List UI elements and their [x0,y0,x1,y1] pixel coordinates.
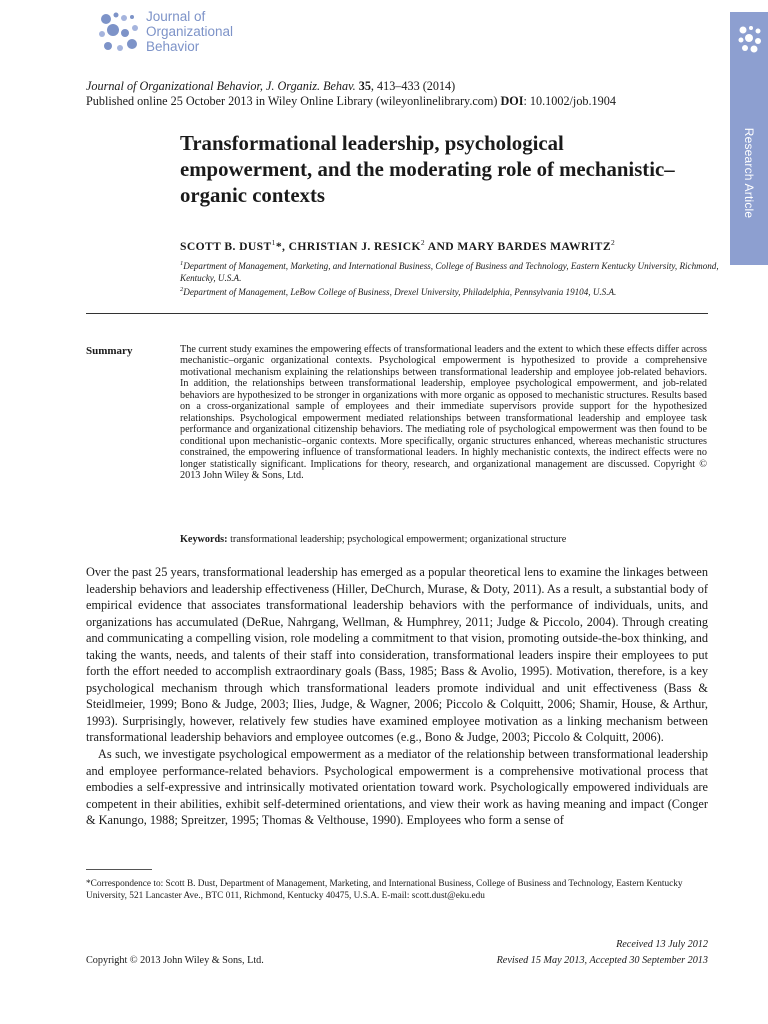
journal-logo-text [146,9,233,54]
journal-dots-icon [96,10,142,56]
doi-link[interactable]: : 10.1002/job.1904 [523,94,616,108]
publication-info: Published online 25 October 2013 in Wiley Online Library (wileyonlinelibrary.com) [86,94,498,108]
article-title: Transformational leadership, psychological empowerment, and the moderating role of mechanistic–organic contexts [180,132,675,207]
citation-block [86,79,726,109]
author-name: CHRISTIAN J. RESICK [288,239,421,253]
affil-text: Department of Management, Marketing, and International Business, College of Business and Technology, Eastern Kentucky University, Richmond, Kentucky, U.S.A. [180,261,719,283]
copyright-notice: Copyright © 2013 John Wiley & Sons, Ltd. [86,955,264,966]
affiliation [180,258,720,284]
author-affil-sup: 2 [610,238,616,247]
keywords-text: transformational leadership; psychological empowerment; organizational structure [227,534,567,545]
author-affil-sup: 1 [271,238,276,247]
author-sep: , [282,239,289,253]
affiliation [180,284,720,299]
journal-citation: Journal of Organizational Behavior, J. Organiz. Behav. [86,79,356,93]
author-sep: AND [425,239,458,253]
revised-accepted-date: Revised 15 May 2013, Accepted 30 September 2013 [496,955,708,967]
correspondence-footnote: *Correspondence to: Scott B. Dust, Department of Management, Marketing, and International Business, College of Business and Technology, Eastern Kentucky University, 521 Lancaster Ave., BTC 011, Richmond, Kentucky 40475, U.S.A. E-mail: scott.dust@eku.edu [86,879,683,902]
body-paragraph: As such, we investigate psychological empowerment as a mediator of the relationship between transformational leadership and employee performance-related behaviors. Psychological empowerment is a comprehensive motivational process that embodies a self-expressive and intrinsically motivated orientation toward work. Psychologically empowered individuals are competent in their abilities, exhibit self-determined orientations, and view their work as having meaning and impact (Conger & Kanungo, 1988; Spreitzer, 1995; Thomas & Velthouse, 1990). Employees who form a sense of [86,747,708,828]
author-affil-sup: 2 [420,238,426,247]
keywords-label: Keywords: [180,534,228,545]
author-name: SCOTT B. DUST [180,239,272,253]
page-range: , 413–433 (2014) [370,79,456,93]
summary-text: The current study examines the empowering effects of transformational leaders and the extent to which these effects differ across mechanistic–organic organizational contexts. Psychological empowerment is hypothesized to provide a comprehensive motivational mechanism explaining the relationships between transformational leadership and employee job-related behaviors. In addition, the relationships between transformational leadership, employee psychological empowerment, and job-related behaviors are hypothesized to be stronger in organizations with more organic as opposed to mechanistic structures. Results based on a cross-organizational sample of employees and their immediate supervisors provide support for the hypothesized relationships. Psychological empowerment mediated relationships between transformational leadership and employee task performance and organizational citizenship behaviors. The mediating role of psychological empowerment was then found to be conditional upon mechanistic–organic contexts. More specifically, organic structures enhanced, whereas mechanistic structures constrained, the empowering influence of transformational leaders. In highly mechanistic contexts, the indirect effects were no longer statistically significant. Implications for theory, research, and organizational management are discussed. Copyright © 2013 John Wiley & Sons, Ltd. [180,344,707,481]
corresponding-mark: * [275,239,283,253]
header-divider [86,313,708,314]
journal-logo [96,8,296,62]
keywords-line [180,534,566,545]
affil-sup: 1 [180,260,184,267]
author-list [180,238,615,253]
body-paragraph: Over the past 25 years, transformational leadership has emerged as a popular theoretical lens to examine the linkages between leadership behaviors and leadership effectiveness (Hiller, DeChurch, Murase, & Doty, 2011). As a result, a substantial body of empirical evidence that associates transformational leadership behaviors with the performance of individuals, units, and organizations has accumulated (DeRue, Nahrgang, Wellman, & Humphrey, 2011; Judge & Piccolo, 2004). Through creating and communicating a compelling vision, role modeling a commitment to that vision, promoting outside-the-box thinking, and taking the wants, needs, and talents of their staff into consideration, transformational leaders inspire their employees to put forth the effort needed to accomplish extraordinary goals (Bass, 1985; Bass & Avolio, 1995). Motivation, therefore, is a key psychological mechanism through which transformational leaders promote individual and unit effectiveness (Bass & Steidlmeier, 1999; Bono & Judge, 2003; Ilies, Judge, & Wagner, 2006; Piccolo & Colquitt, 2006; Shamir, House, & Arthur, 1993). Surprisingly, however, relatively few studies have examined employee motivation as a linking mechanism between transformational leadership behaviors and employee outcomes (e.g., Bono & Judge, 2003; Piccolo & Colquitt, 2006). [86,565,708,745]
citation-line-1 [86,79,726,94]
affil-text: Department of Management, LeBow College of Business, Drexel University, Philadelphia, Pennsylvania 19104, U.S.A. [183,287,617,298]
received-date: Received 13 July 2012 [616,939,708,950]
journal-dots-icon [736,24,764,54]
article-dates [497,937,708,970]
volume-number: 35 [358,79,371,93]
logo-line: Journal of [146,9,206,24]
logo-line: Behavior [146,39,200,54]
summary-label: Summary [86,345,133,357]
logo-line: Organizational [146,24,234,39]
footnote-divider [86,869,152,870]
author-name: MARY BARDES MAWRITZ [457,239,611,253]
body-text [86,564,708,829]
doi-label: DOI [500,94,524,108]
affiliations [180,258,720,299]
affil-sup: 2 [180,286,184,294]
article-type-label: Research Article [742,127,756,219]
citation-line-2 [86,94,726,109]
research-article-tab [730,12,768,265]
